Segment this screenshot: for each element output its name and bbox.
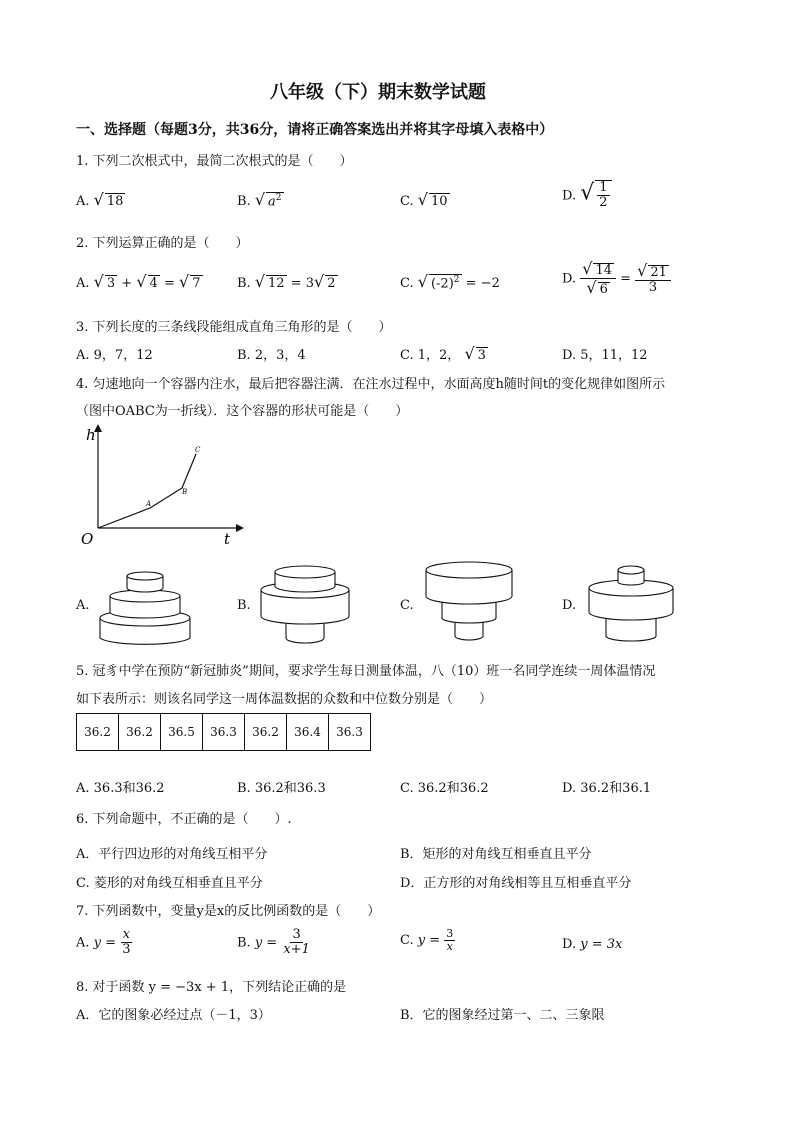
sqrt-icon: √ xyxy=(254,190,266,209)
q6-option-d[interactable]: D．正方形的对角线相等且互相垂直平分 xyxy=(400,876,632,891)
q3-option-a[interactable]: A. 9，7，12 xyxy=(76,348,153,363)
section-heading: 一、选择题（每题3分，共36分，请将正确答案选出并将其字母填入表格中） xyxy=(76,122,554,138)
radicand: 12 xyxy=(268,276,285,291)
option-label: A. xyxy=(76,935,90,951)
option-label: A. xyxy=(76,276,90,291)
q3-option-c[interactable] xyxy=(400,344,488,363)
sqrt-icon: √ xyxy=(417,272,428,291)
question-8-stem: 8. 对于函数 y = −3x + 1，下列结论正确的是 xyxy=(76,980,347,995)
q7-option-c[interactable] xyxy=(400,928,455,953)
q1-option-a[interactable] xyxy=(76,190,125,209)
option-label: D. xyxy=(562,271,577,287)
operator: = xyxy=(620,271,632,287)
q2-option-b[interactable] xyxy=(237,272,338,291)
axis-label-h: h xyxy=(86,426,96,444)
radicand: $\frac{1}{2}$ xyxy=(595,180,611,211)
fraction: $\frac{x}{3}$ xyxy=(122,927,131,958)
q2-option-c[interactable] xyxy=(400,272,500,291)
sqrt-icon: √ xyxy=(93,272,104,291)
q7-option-b[interactable] xyxy=(237,928,312,958)
lhs: y = xyxy=(417,933,441,949)
option-text: C. 1，2， xyxy=(400,348,461,363)
temperature-table xyxy=(76,713,371,751)
lhs: y = xyxy=(254,935,278,951)
container-d-shape[interactable] xyxy=(582,560,682,650)
table-cell: 36.2 xyxy=(119,714,161,751)
radicand: 3 xyxy=(106,276,116,291)
q3-option-d[interactable]: D. 5，11，12 xyxy=(562,348,648,363)
q8-option-a[interactable]: A．它的图象必经过点（－1，3） xyxy=(76,1008,271,1023)
operator: = 3 xyxy=(290,276,315,291)
container-c-shape[interactable] xyxy=(420,560,520,650)
sqrt-icon: √ xyxy=(93,190,104,209)
option-label: B. xyxy=(237,194,251,209)
origin-label: O xyxy=(81,530,94,548)
q7-option-a[interactable] xyxy=(76,928,132,958)
q5-option-a[interactable]: A. 36.3和36.2 xyxy=(76,781,165,796)
radicand: $a^2$ xyxy=(268,192,282,209)
q1-option-c[interactable] xyxy=(400,190,450,209)
question-3-stem: 3. 下列长度的三条线段能组成直角三角形的是（ ） xyxy=(76,320,392,335)
container-b-shape[interactable] xyxy=(256,560,356,650)
sqrt-icon: √ xyxy=(464,344,475,363)
operator: = −2 xyxy=(465,276,500,291)
table-cell: 36.2 xyxy=(77,714,119,751)
q4-option-a-label[interactable]: A. xyxy=(76,598,90,613)
table-cell: 36.3 xyxy=(329,714,371,751)
q5-option-d[interactable]: D. 36.2和36.1 xyxy=(562,781,652,796)
option-label: C. xyxy=(400,933,414,949)
sqrt-icon: √ xyxy=(417,190,428,209)
table-row xyxy=(77,714,371,751)
radicand: 2 xyxy=(327,276,336,291)
height-time-graph xyxy=(76,420,246,550)
radicand: 7 xyxy=(192,276,201,291)
q5-option-c[interactable]: C. 36.2和36.2 xyxy=(400,781,489,796)
q2-option-d[interactable] xyxy=(562,260,671,298)
container-a-shape[interactable] xyxy=(96,560,196,650)
question-4-stem-line2: （图中OABC为一折线）．这个容器的形状可能是（ ） xyxy=(76,404,409,419)
fraction: $\frac{√ 14}{√ 6}$ xyxy=(580,260,616,298)
table-cell: 36.4 xyxy=(287,714,329,751)
operator: = xyxy=(163,276,175,291)
q6-option-b[interactable]: B．矩形的对角线互相垂直且平分 xyxy=(400,847,592,862)
q6-option-c[interactable]: C. 菱形的对角线互相垂直且平分 xyxy=(76,876,263,891)
radicand: 4 xyxy=(149,276,158,291)
lhs: y = xyxy=(93,935,117,951)
q1-option-b[interactable] xyxy=(237,190,284,209)
radicand: 18 xyxy=(106,194,124,209)
q5-option-b[interactable]: B. 36.2和36.3 xyxy=(237,781,326,796)
option-label: A. xyxy=(76,194,90,209)
point-c-label: C xyxy=(195,446,201,454)
q4-option-b-label[interactable]: B. xyxy=(237,598,251,613)
q2-option-a[interactable] xyxy=(76,272,203,291)
question-2-stem: 2. 下列运算正确的是（ ） xyxy=(76,236,249,251)
option-label: B. xyxy=(237,935,251,951)
sqrt-icon: √ xyxy=(580,180,595,206)
q6-option-a[interactable]: A．平行四边形的对角线互相平分 xyxy=(76,847,268,862)
sqrt-icon: √ xyxy=(314,272,325,291)
point-a-label: A xyxy=(146,500,152,508)
axis-label-t: t xyxy=(224,530,231,548)
fraction: $\frac{3}{x+1}$ xyxy=(283,927,310,958)
table-cell: 36.2 xyxy=(245,714,287,751)
table-cell: 36.3 xyxy=(203,714,245,751)
table-cell: 36.5 xyxy=(161,714,203,751)
option-label: C. xyxy=(400,276,414,291)
t-axis-arrow-icon xyxy=(236,524,244,532)
sqrt-icon: √ xyxy=(136,272,147,291)
q4-option-d-label[interactable]: D. xyxy=(562,598,577,613)
expression: y = 3x xyxy=(580,937,623,952)
sqrt-icon: √ xyxy=(254,272,266,291)
option-label: B. xyxy=(237,276,251,291)
question-7-stem: 7. 下列函数中，变量y是x的反比例函数的是（ ） xyxy=(76,904,381,919)
fraction: $\frac{3}{x}$ xyxy=(446,927,454,954)
radicand: 3 xyxy=(477,348,486,363)
sqrt-icon: √ xyxy=(179,272,190,291)
radicand: $(-2)^2$ xyxy=(430,274,460,291)
option-label: D. xyxy=(562,188,577,204)
radicand: 10 xyxy=(430,194,448,209)
question-4-stem-line1: 4. 匀速地向一个容器内注水，最后把容器注满．在注水过程中，水面高度h随时间t的变化规律如图所示 xyxy=(76,377,666,392)
q4-option-c-label[interactable]: C. xyxy=(400,598,414,613)
question-5-stem-line2: 如下表所示：则该名同学这一周体温数据的众数和中位数分别是（ ） xyxy=(76,692,493,707)
fraction: $\frac{√ 21}{3}$ xyxy=(635,262,671,296)
page-title: 八年级（下）期末数学试题 xyxy=(270,82,486,103)
option-label: D. xyxy=(562,937,577,952)
q8-option-b[interactable]: B．它的图象经过第一、二、三象限 xyxy=(400,1008,605,1023)
operator: + xyxy=(121,276,133,291)
q1-option-d[interactable] xyxy=(562,180,612,211)
point-b-label: B xyxy=(182,488,188,496)
question-6-stem: 6. 下列命题中，不正确的是（ ）. xyxy=(76,812,292,827)
q3-option-b[interactable]: B. 2，3，4 xyxy=(237,348,306,363)
q7-option-d[interactable] xyxy=(562,937,622,952)
question-1-stem: 1. 下列二次根式中，最简二次根式的是（ ） xyxy=(76,154,353,169)
question-5-stem-line1: 5. 冠豸中学在预防“新冠肺炎”期间，要求学生每日测量体温，八（10）班一名同学连续一周体温情况 xyxy=(76,664,656,679)
option-label: C. xyxy=(400,194,414,209)
